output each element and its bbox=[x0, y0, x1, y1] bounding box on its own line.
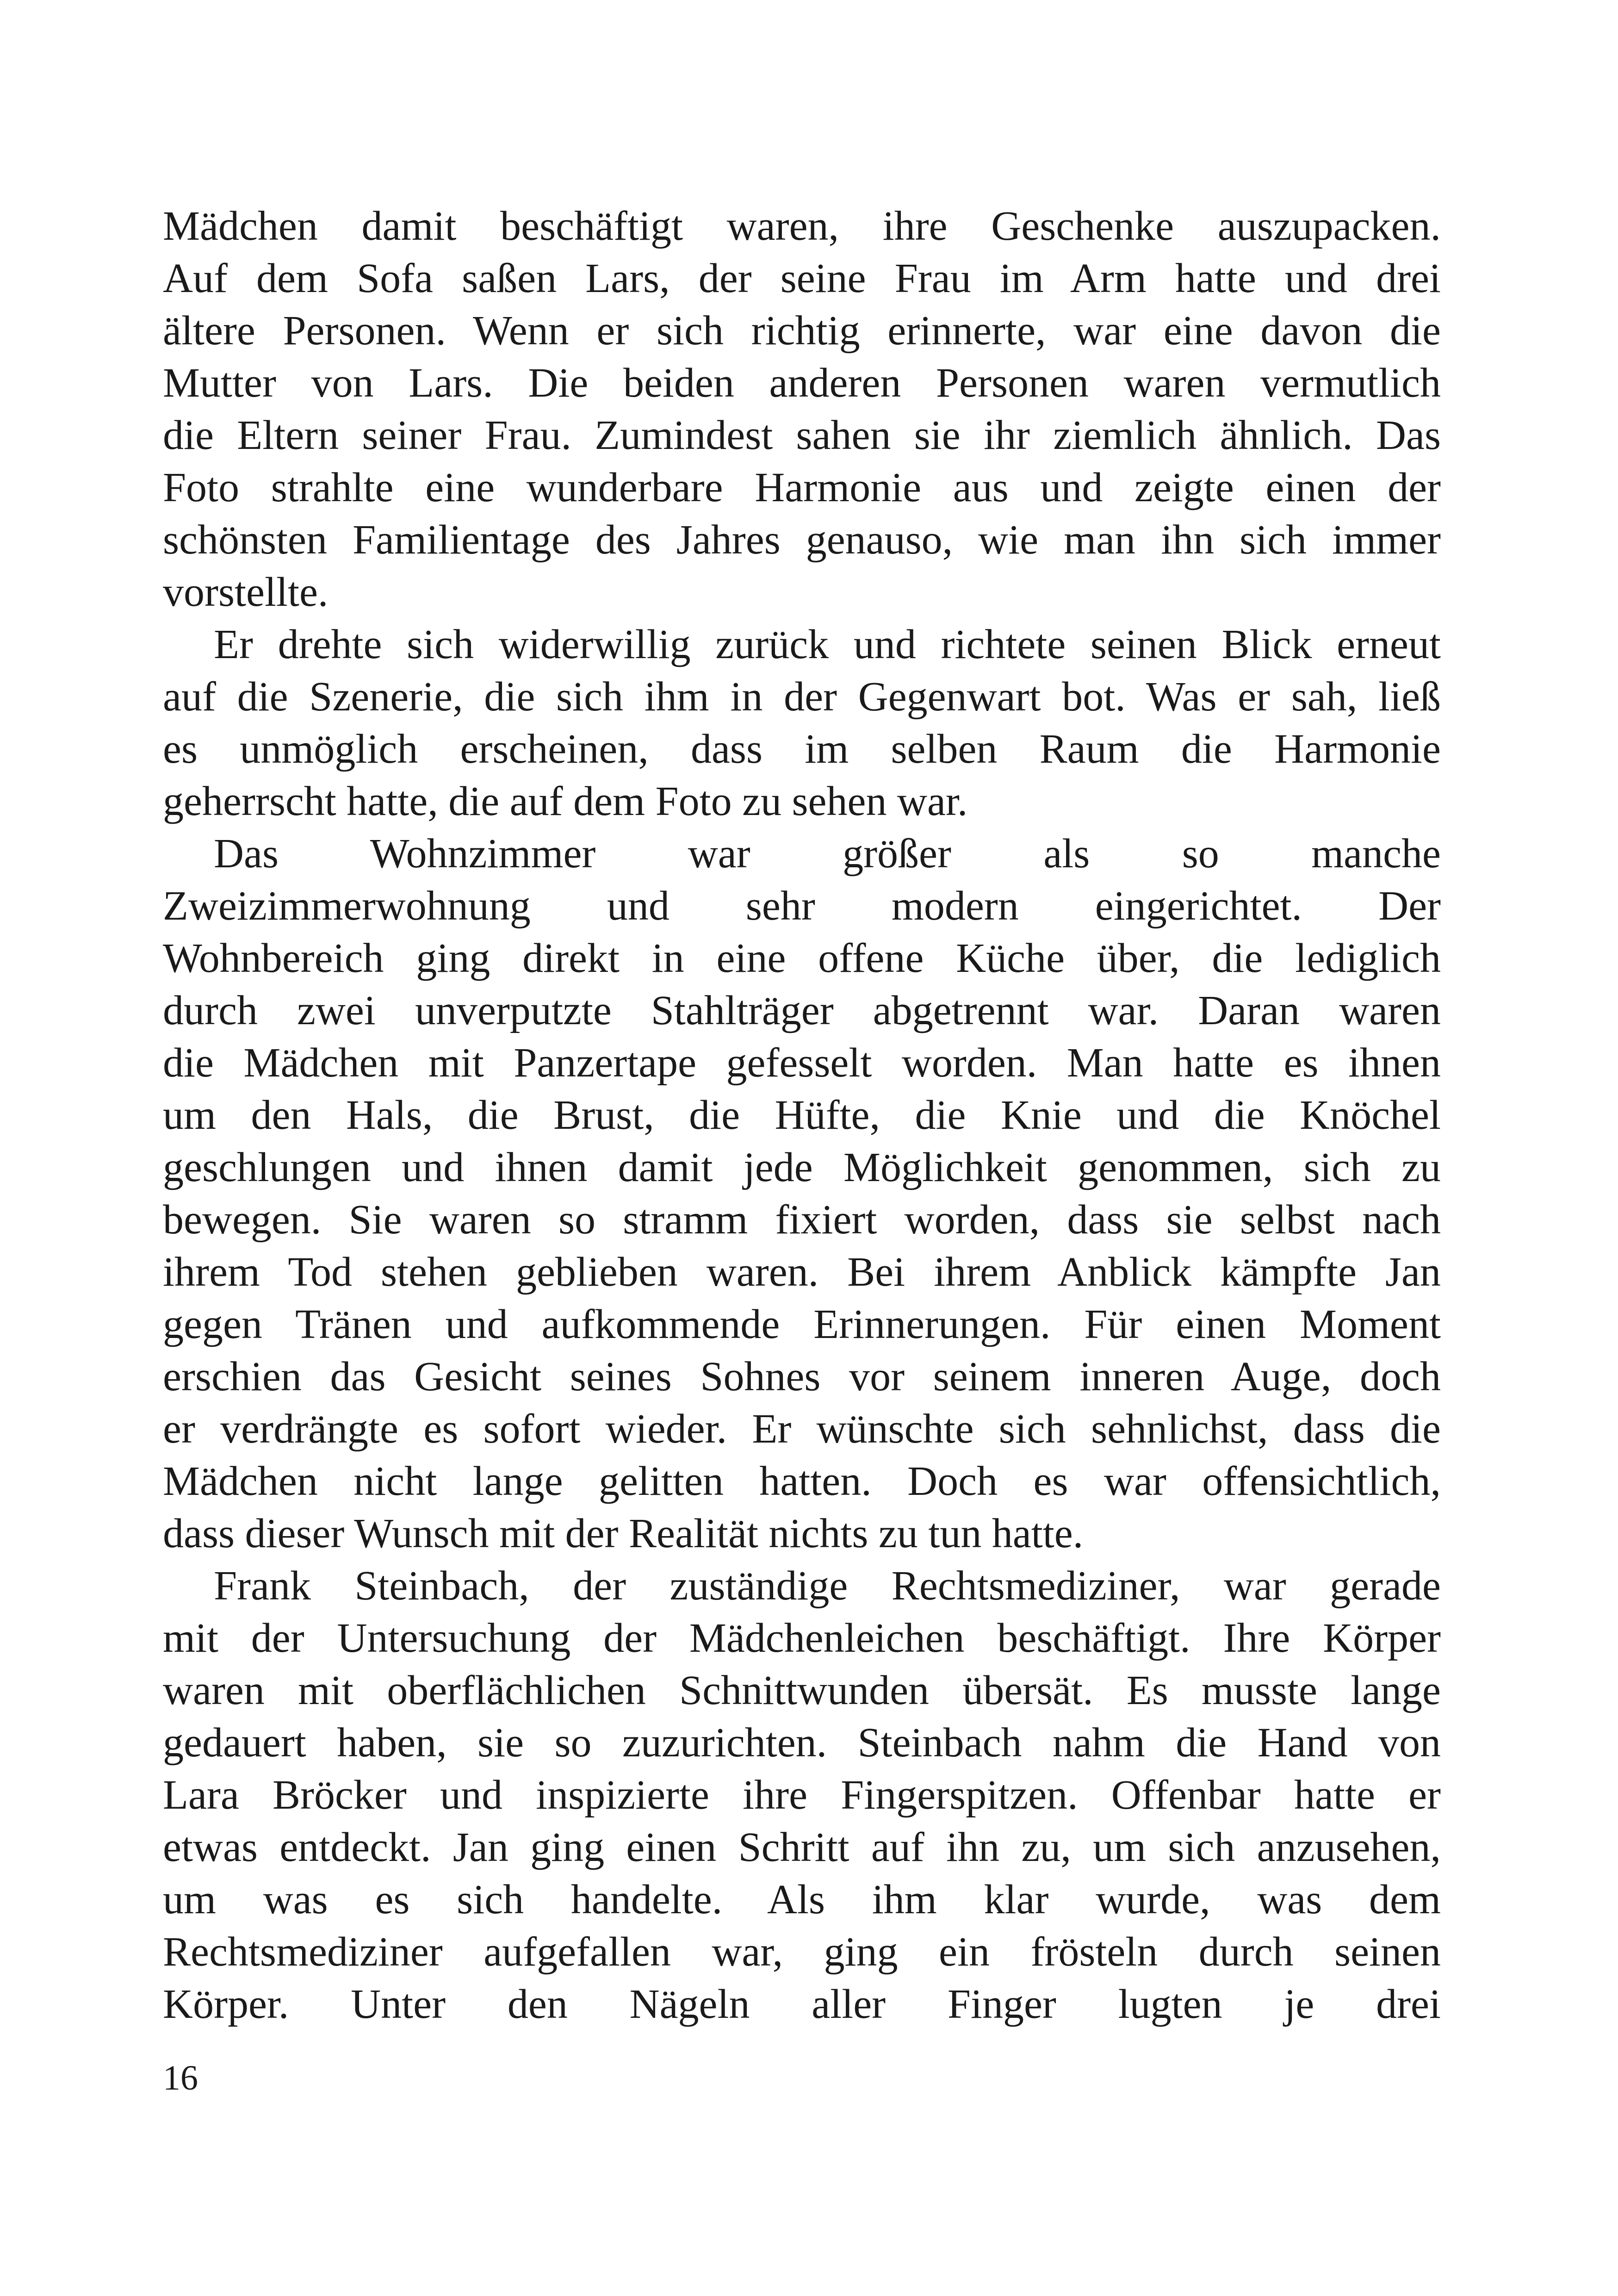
text-line: Mädchen nicht lange gelitten hatten. Doch es war offensichtlich, bbox=[163, 1458, 1441, 1504]
text-line: Auf dem Sofa saßen Lars, der seine Frau im Arm hatte und drei bbox=[163, 255, 1441, 301]
text-line: Das Wohnzimmer war größer als so manche bbox=[214, 831, 1441, 877]
text-line: durch zwei unverputzte Stahlträger abgetrennt war. Daran waren bbox=[163, 988, 1441, 1033]
paragraph bbox=[163, 200, 1441, 618]
text-line: geherrscht hatte, die auf dem Foto zu sehen war. bbox=[163, 778, 968, 824]
text-line: er verdrängte es sofort wieder. Er wünschte sich sehnlichst, dass die bbox=[163, 1406, 1441, 1452]
text-line: es unmöglich erscheinen, dass im selben Raum die Harmonie bbox=[163, 726, 1441, 772]
text-line: dass dieser Wunsch mit der Realität nichts zu tun hatte. bbox=[163, 1511, 1084, 1556]
text-line: etwas entdeckt. Jan ging einen Schritt auf ihn zu, um sich anzusehen, bbox=[163, 1824, 1441, 1870]
body-text bbox=[163, 200, 1441, 2030]
text-line: Mädchen damit beschäftigt waren, ihre Geschenke auszupacken. bbox=[163, 203, 1441, 249]
text-line: Mutter von Lars. Die beiden anderen Personen waren vermutlich bbox=[163, 360, 1441, 406]
text-line: Lara Bröcker und inspizierte ihre Fingerspitzen. Offenbar hatte er bbox=[163, 1772, 1441, 1818]
text-line: ihrem Tod stehen geblieben waren. Bei ihrem Anblick kämpfte Jan bbox=[163, 1249, 1441, 1295]
text-line: um den Hals, die Brust, die Hüfte, die Knie und die Knöchel bbox=[163, 1092, 1441, 1138]
text-line: waren mit oberflächlichen Schnittwunden übersät. Es musste lange bbox=[163, 1668, 1441, 1713]
text-line: Körper. Unter den Nägeln aller Finger lugten je drei bbox=[163, 1981, 1441, 2027]
text-line: um was es sich handelte. Als ihm klar wurde, was dem bbox=[163, 1877, 1441, 1923]
text-line: mit der Untersuchung der Mädchenleichen beschäftigt. Ihre Körper bbox=[163, 1615, 1441, 1661]
text-line: geschlungen und ihnen damit jede Möglichkeit genommen, sich zu bbox=[163, 1145, 1441, 1190]
text-line: gedauert haben, sie so zuzurichten. Steinbach nahm die Hand von bbox=[163, 1720, 1441, 1766]
text-line: die Mädchen mit Panzertape gefesselt worden. Man hatte es ihnen bbox=[163, 1040, 1441, 1086]
text-line: Foto strahlte eine wunderbare Harmonie aus und zeigte einen der bbox=[163, 465, 1441, 510]
text-line: Wohnbereich ging direkt in eine offene Küche über, die lediglich bbox=[163, 935, 1441, 981]
paragraph bbox=[163, 1560, 1441, 2030]
text-line: bewegen. Sie waren so stramm fixiert worden, dass sie selbst nach bbox=[163, 1197, 1441, 1243]
text-line: Zweizimmerwohnung und sehr modern eingerichtet. Der bbox=[163, 883, 1441, 929]
page-number: 16 bbox=[163, 2059, 198, 2097]
paragraph bbox=[163, 618, 1441, 828]
text-line: Frank Steinbach, der zuständige Rechtsmediziner, war gerade bbox=[214, 1563, 1441, 1609]
text-line: Rechtsmediziner aufgefallen war, ging ein frösteln durch seinen bbox=[163, 1929, 1441, 1975]
text-line: ältere Personen. Wenn er sich richtig erinnerte, war eine davon die bbox=[163, 308, 1441, 354]
text-line: schönsten Familientage des Jahres genauso, wie man ihn sich immer bbox=[163, 517, 1441, 563]
text-line: vorstellte. bbox=[163, 569, 329, 615]
text-line: auf die Szenerie, die sich ihm in der Gegenwart bot. Was er sah, ließ bbox=[163, 674, 1441, 720]
paragraph bbox=[163, 828, 1441, 1560]
text-line: gegen Tränen und aufkommende Erinnerungen. Für einen Moment bbox=[163, 1301, 1441, 1347]
text-line: Er drehte sich widerwillig zurück und richtete seinen Blick erneut bbox=[214, 622, 1441, 667]
text-line: die Eltern seiner Frau. Zumindest sahen sie ihr ziemlich ähnlich. Das bbox=[163, 412, 1441, 458]
text-line: erschien das Gesicht seines Sohnes vor seinem inneren Auge, doch bbox=[163, 1354, 1441, 1400]
